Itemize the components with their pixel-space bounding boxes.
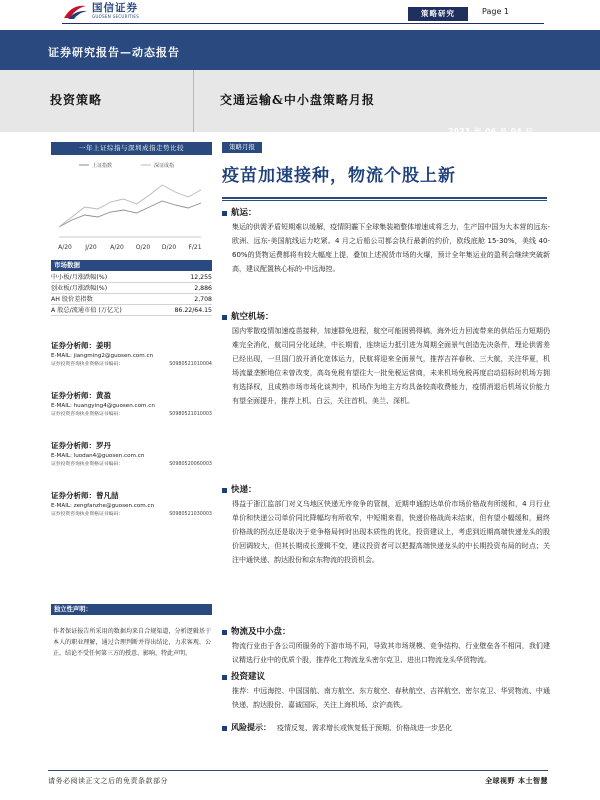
market-value: 86.22/64.15 bbox=[174, 307, 212, 314]
analyst-cert-number: S0980521010004 bbox=[169, 362, 212, 367]
section-body: 得益于浙江监部门对义乌地区快递无序竞争的管制，近期申通韵达单价市场价格战有所缓和，4 月行业单价和快递公司单价同比降幅均有所收窄，中短期来看，快递价格战尚未结束，但有望小幅缓和，最终价格战的拐点还是取决于竞争格局何时出现本质性的优化，投资建议上，考虑到近期高端快递龙头的股价回调较大，但其长期成长逻辑不变，建议投资者可以把握高端快递龙头的中长期投资布局的时点；关注中通快递、韵达股份和京东物流的投资机会。 bbox=[232, 500, 550, 564]
header-divider bbox=[62, 23, 544, 24]
headline-rule bbox=[222, 197, 547, 199]
section-body: 国内零散疫情加速疫苗接种，加速群免进程，航空可能困鸦得稿，海外近力回流带来的供给压力短期仍难完全消化，航司同分化延续，中长期看，连续运力抵引进为周期全面景气创造先决条件，理论供需差已经出现，一旦国门放开消化宽体运力，民航将迎来全面景气，推荐吉祥春秋、三大航，关注华夏，机场流量垄断地位未曾改变，高岛免税有望往大一批免税运营商，未来机场免税再度启动招标时机场方拥有选择权，且成熟市场市场化谈判中，机场作为地主方均具备较高收费能力，疫情消退后机场议价能力有望全面提升，推荐上机、白云，关注首机、美兰、深机。 bbox=[232, 327, 550, 405]
section-body: 集运的供需矛盾短期难以缓解，疫情阴霾下全球集装箱整体增速成将乏力，生产国中国为大本营的远东-欧洲、远东-美国航线运力吃紧。4 月之后船公司都会执行最新的约价，欧线底舱 15-30%，美线 40-60%的货物运费都将有较大幅度上提，叠加上述视货市场的火爆，预计全年集运业的盈利会继续突破新高，建议配置核心标的-中远海控。 bbox=[232, 223, 550, 273]
analyst-card bbox=[51, 390, 212, 440]
analyst-cert-label: 证券投资咨询执业资格证书编码： bbox=[51, 362, 123, 367]
bullet-icon bbox=[222, 488, 227, 493]
market-label: AH 股价差指数 bbox=[51, 296, 93, 303]
sector-label: 投资策略 bbox=[50, 93, 103, 107]
analyst-email[interactable]: E-MAIL: luodan4@guosen.com.cn bbox=[51, 453, 145, 459]
x-tick-label: J/20 bbox=[85, 244, 97, 251]
bullet-icon bbox=[222, 315, 227, 320]
analyst-list bbox=[51, 340, 212, 540]
analyst-cert-number: S0980520060003 bbox=[169, 462, 212, 467]
x-tick-label: A/20 bbox=[110, 244, 124, 251]
bullet-icon bbox=[222, 630, 227, 635]
analyst-cert-label: 证券投资咨询执业资格证书编码： bbox=[51, 512, 123, 517]
bullet-icon bbox=[222, 675, 227, 680]
market-value: 2,708 bbox=[194, 296, 212, 303]
analyst-name: 证券分析师：黄盈 bbox=[51, 391, 111, 400]
section-shipping bbox=[222, 207, 550, 276]
analyst-email[interactable]: E-MAIL: huangying4@guosen.com.cn bbox=[51, 403, 155, 409]
risk-warning bbox=[222, 721, 550, 735]
section-airline-airport bbox=[222, 311, 550, 408]
analyst-cert-label: 证券投资咨询执业资格证书编码： bbox=[51, 412, 123, 417]
analyst-name: 证券分析师：姜明 bbox=[51, 341, 111, 350]
section-recommendation bbox=[222, 671, 550, 712]
section-title: 物流及中小盘： bbox=[231, 627, 291, 637]
market-label: 中小板/月涨跌幅(%) bbox=[51, 274, 108, 281]
market-row bbox=[51, 294, 212, 305]
report-subtype-tag: 策略月报 bbox=[222, 142, 262, 153]
bullet-icon bbox=[222, 211, 227, 216]
section-body: 物流行业由于各公司所服务的下游市场不同，导致其市场规模、竞争结构、行业壁垒各不相同，我们建议精选行业中的优质个股，推荐化工物流龙头密尔克卫、进出口物流龙头华贸物流。 bbox=[232, 642, 550, 664]
market-value: 2,886 bbox=[194, 285, 212, 292]
headline-rule-thin bbox=[222, 200, 547, 201]
page-number: Page 1 bbox=[482, 7, 509, 16]
report-title: 交通运输&中小盘策略月报 bbox=[220, 93, 375, 107]
section-title: 航运： bbox=[231, 208, 257, 218]
x-tick-label: D/20 bbox=[161, 244, 177, 251]
analyst-email[interactable]: E-MAIL: jiangming2@guosen.com.cn bbox=[51, 353, 154, 359]
section-title: 投资建议 bbox=[231, 672, 266, 682]
series-line bbox=[59, 201, 201, 227]
market-label: 创业板/月涨跌幅(%) bbox=[51, 285, 108, 292]
independence-text: 作者保证报告所采用的数据均来自合规渠道，分析逻辑基于本人的职业理解，通过合理判断并得出结论，力求客观、公正，结论不受任何第三方的授意、影响，特此声明。 bbox=[53, 628, 211, 657]
report-date: 2021 年 06 月 04 日 bbox=[448, 127, 534, 136]
analyst-card bbox=[51, 340, 212, 390]
market-data-table bbox=[51, 272, 212, 316]
section-title: 快递： bbox=[231, 485, 257, 495]
x-tick-label: O/20 bbox=[135, 244, 151, 251]
analyst-cert-label: 证券投资咨询执业资格证书编码： bbox=[51, 462, 123, 467]
footer-slogan: 全球视野 本土智慧 bbox=[485, 777, 548, 785]
analyst-card bbox=[51, 440, 212, 490]
title-divider bbox=[193, 70, 194, 132]
market-row bbox=[51, 305, 212, 316]
analyst-cert-number: S0980521010003 bbox=[169, 412, 212, 417]
footer-divider bbox=[48, 770, 548, 771]
market-data-title: 市场数据 bbox=[51, 260, 212, 271]
logo-en-text: GUOSEN SECURITIES bbox=[92, 14, 140, 19]
category-tag: 策略研究 bbox=[408, 7, 468, 21]
market-value: 12,255 bbox=[190, 274, 212, 281]
section-logistics bbox=[222, 626, 550, 667]
footer-disclaimer: 请务必阅读正文之后的免责条款部分 bbox=[48, 777, 168, 785]
legend-label: 深证成指 bbox=[154, 163, 175, 169]
report-type: 证券研究报告—动态报告 bbox=[48, 46, 180, 59]
risk-text: 疫情反复、需求增长或恢复低于预期、价格战进一步恶化 bbox=[277, 724, 452, 732]
section-title: 航空机场： bbox=[231, 312, 274, 322]
analyst-card bbox=[51, 490, 212, 540]
analyst-cert-number: S0980521030003 bbox=[169, 512, 212, 517]
market-label: A 股总/流通市值 (万亿元) bbox=[51, 307, 122, 314]
section-body: 推荐：中远海控、中国国航、南方航空、东方航空、春秋航空、吉祥航空、密尔克卫、华贸物流、中通快递、韵达股份、嘉诚国际，关注上海机场、京沪高铁。 bbox=[232, 687, 550, 709]
analyst-email[interactable]: E-MAIL: zengfanzhe@guosen.com.cn bbox=[51, 503, 155, 509]
legend-label: 上证指数 bbox=[92, 163, 113, 169]
market-row bbox=[51, 272, 212, 283]
risk-label: 风险提示： bbox=[231, 723, 271, 732]
section-express bbox=[222, 484, 550, 567]
logo-icon bbox=[62, 2, 88, 20]
analyst-name: 证券分析师：曾凡喆 bbox=[51, 491, 119, 500]
analyst-name: 证券分析师：罗丹 bbox=[51, 441, 111, 450]
logo-cn-text: 国信证券 bbox=[92, 2, 138, 14]
market-row bbox=[51, 283, 212, 294]
headline: 疫苗加速接种，物流个股上新 bbox=[222, 166, 456, 186]
company-logo bbox=[62, 2, 139, 20]
independence-title: 独立性声明： bbox=[51, 604, 212, 615]
index-comparison-chart bbox=[51, 157, 212, 257]
bullet-icon bbox=[222, 726, 227, 731]
chart-title: 一年上证综指与深圳成指走势比较 bbox=[51, 142, 212, 155]
x-tick-label: A/20 bbox=[58, 244, 72, 251]
x-tick-label: F/21 bbox=[188, 244, 202, 251]
